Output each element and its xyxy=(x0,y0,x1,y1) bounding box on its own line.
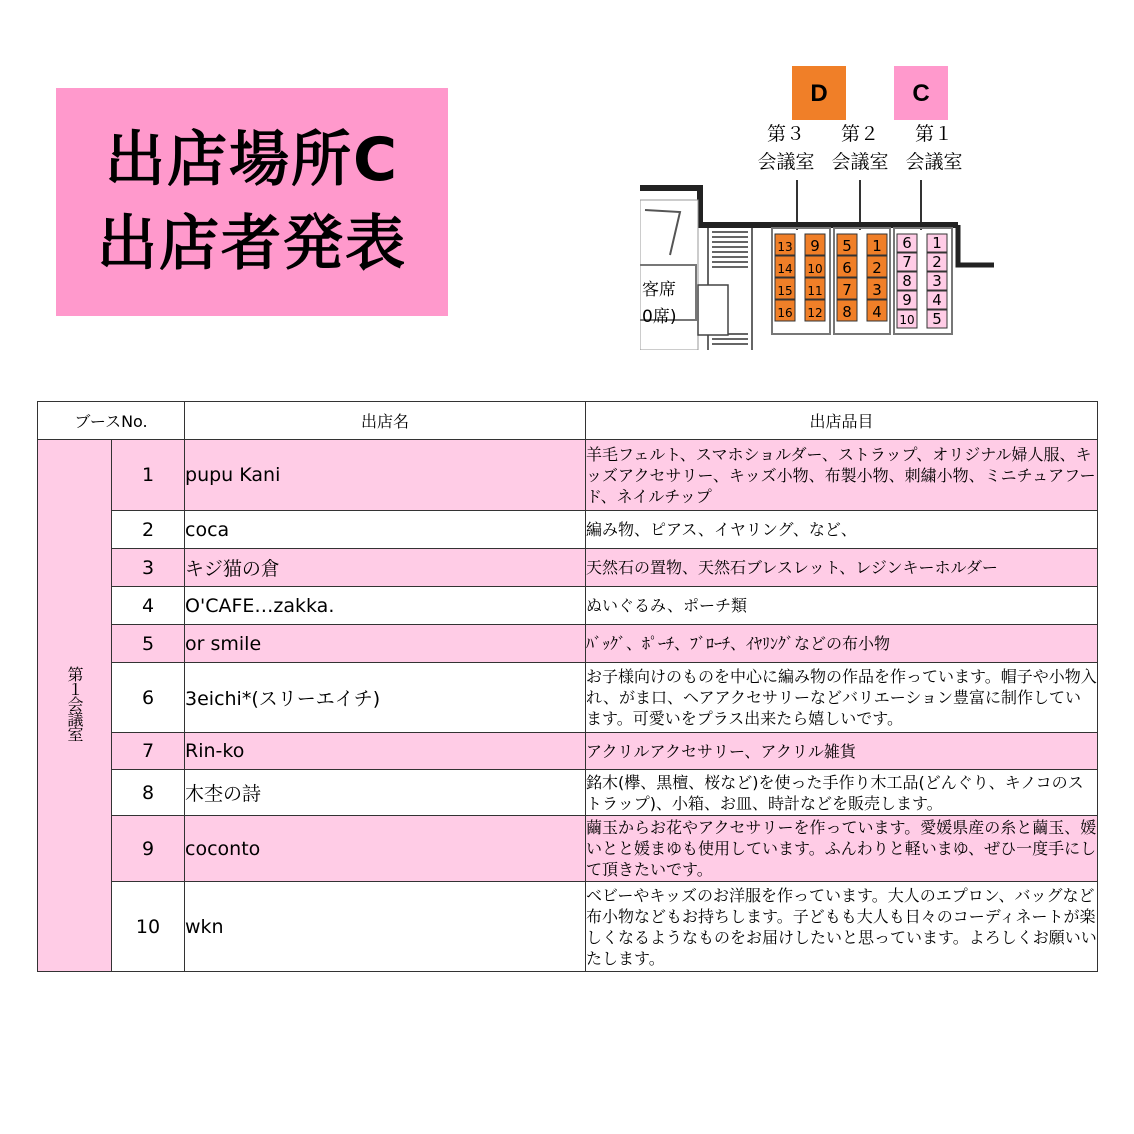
table-row xyxy=(38,882,1098,972)
table-row xyxy=(38,511,1098,549)
booth-number-label: 9 xyxy=(810,237,820,255)
booth-number: 9 xyxy=(112,816,185,882)
title-line-1: 出店場所C xyxy=(104,125,400,195)
booth-number-label: 7 xyxy=(842,281,852,299)
booth-number-label: 3 xyxy=(932,272,942,290)
booth-number-label: 16 xyxy=(777,306,793,320)
room-3-sub: 会議室 xyxy=(757,151,815,173)
shop-items: ﾊﾞｯｸﾞ、ﾎﾟｰﾁ、ﾌﾞﾛｰﾁ、ｲﾔﾘﾝｸﾞなどの布小物 xyxy=(586,625,1098,663)
table-row xyxy=(38,625,1098,663)
stair-landing xyxy=(698,285,728,335)
shop-items: ベビーやキッズのお洋服を作っています。大人のエプロン、バッグなど布小物などもお持ちします。子どもも大人も日々のコーディネートが楽しくなるようなものをお届けしたいと思っています。よろしくお願いいたします。 xyxy=(586,882,1098,972)
booth-number-label: 14 xyxy=(777,262,793,276)
room-cell xyxy=(38,440,112,972)
booth-number-label: 5 xyxy=(842,237,852,255)
table-body xyxy=(38,440,1098,972)
header-items: 出店品目 xyxy=(586,402,1098,440)
shop-name: O'CAFE…zakka. xyxy=(185,587,586,625)
shop-items: 羊毛フェルト、スマホショルダー、ストラップ、オリジナル婦人服、キッズアクセサリー、キッズ小物、布製小物、刺繍小物、ミニチュアフード、ネイルチップ xyxy=(586,440,1098,511)
area-d-label: D xyxy=(810,80,828,107)
booth-number-label: 6 xyxy=(902,234,912,252)
booth-number-label: 12 xyxy=(807,306,823,320)
shop-items: アクリルアクセサリー、アクリル雑貨 xyxy=(586,733,1098,770)
room-3-name: 第３ xyxy=(766,123,806,145)
booth-number: 1 xyxy=(112,440,185,511)
table-row xyxy=(38,549,1098,587)
room-label: 第１会議室 xyxy=(65,666,84,741)
booth-number-label: 9 xyxy=(902,291,912,309)
booth-number-label: 11 xyxy=(807,284,823,298)
table-row xyxy=(38,770,1098,816)
shop-name: coconto xyxy=(185,816,586,882)
booth-number: 3 xyxy=(112,549,185,587)
booth-number-label: 1 xyxy=(932,234,942,252)
booth-number: 7 xyxy=(112,733,185,770)
booth-number-label: 1 xyxy=(872,237,882,255)
booth-number-label: 8 xyxy=(842,303,852,321)
seating-fragment-2: 0席) xyxy=(642,307,677,327)
table-row xyxy=(38,587,1098,625)
room-1-name: 第１ xyxy=(914,123,954,145)
booth-number-label: 2 xyxy=(872,259,882,277)
booth-number-label: 5 xyxy=(932,310,942,328)
shop-name: キジ猫の倉 xyxy=(185,549,586,587)
booth-number: 2 xyxy=(112,511,185,549)
booth-number-label: 4 xyxy=(932,291,942,309)
shop-items: 銘木(欅、黒檀、桜など)を使った手作り木工品(どんぐり、キノコのストラップ)、小箱、お皿、時計などを販売します。 xyxy=(586,770,1098,816)
shop-items: 繭玉からお花やアクセサリーを作っています。愛媛県産の糸と繭玉、媛いとと媛まゆも使用しています。ふんわりと軽いまゆ、ぜひ一度手にして頂きたいです。 xyxy=(586,816,1098,882)
booth-number-label: 10 xyxy=(807,262,823,276)
booth-number-label: 10 xyxy=(899,313,915,327)
booth-number: 5 xyxy=(112,625,185,663)
area-c-label: C xyxy=(912,80,930,107)
shop-items: お子様向けのものを中心に編み物の作品を作っています。帽子や小物入れ、がま口、ヘアアクセサリーなどバリエーション豊富に制作しています。可愛いをプラス出来たら嬉しいです。 xyxy=(586,663,1098,733)
shop-name: pupu Kani xyxy=(185,440,586,511)
booth-number: 8 xyxy=(112,770,185,816)
booth-number-label: 3 xyxy=(872,281,882,299)
header-booth-no: ブースNo. xyxy=(38,402,185,440)
table-row xyxy=(38,440,1098,511)
title-line-2: 出店者発表 xyxy=(97,209,407,279)
table-row xyxy=(38,663,1098,733)
shop-items: 編み物、ピアス、イヤリング、など、 xyxy=(586,511,1098,549)
left-room xyxy=(640,200,698,350)
shop-name: coca xyxy=(185,511,586,549)
booth-number: 10 xyxy=(112,882,185,972)
booth-number-label: 4 xyxy=(872,303,882,321)
title-banner xyxy=(56,88,448,316)
header-shop-name: 出店名 xyxy=(185,402,586,440)
booth-number-label: 6 xyxy=(842,259,852,277)
shop-name: 木杢の詩 xyxy=(185,770,586,816)
room-2-name: 第２ xyxy=(840,123,880,145)
table-row xyxy=(38,816,1098,882)
booth-number: 6 xyxy=(112,663,185,733)
shop-name: Rin-ko xyxy=(185,733,586,770)
shop-name: or smile xyxy=(185,625,586,663)
shop-items: 天然石の置物、天然石ブレスレット、レジンキーホルダー xyxy=(586,549,1098,587)
shop-name: 3eichi*(スリーエイチ) xyxy=(185,663,586,733)
booth-grid xyxy=(775,234,947,328)
booth-number-label: 2 xyxy=(932,253,942,271)
shop-name: wkn xyxy=(185,882,586,972)
table-header-row xyxy=(38,402,1098,440)
shop-items: ぬいぐるみ、ポーチ類 xyxy=(586,587,1098,625)
booth-number-label: 7 xyxy=(902,253,912,271)
booth-number: 4 xyxy=(112,587,185,625)
floor-map xyxy=(640,60,1000,350)
floor-map-svg xyxy=(640,60,1000,350)
table-row xyxy=(38,733,1098,770)
room-1-sub: 会議室 xyxy=(905,151,963,173)
booth-number-label: 13 xyxy=(777,240,793,254)
exhibitor-table xyxy=(37,401,1098,972)
room-2-sub: 会議室 xyxy=(831,151,889,173)
booth-number-label: 8 xyxy=(902,272,912,290)
seating-fragment-1: 客席 xyxy=(642,280,676,300)
booth-number-label: 15 xyxy=(777,284,793,298)
outer-wall-right xyxy=(958,225,994,265)
